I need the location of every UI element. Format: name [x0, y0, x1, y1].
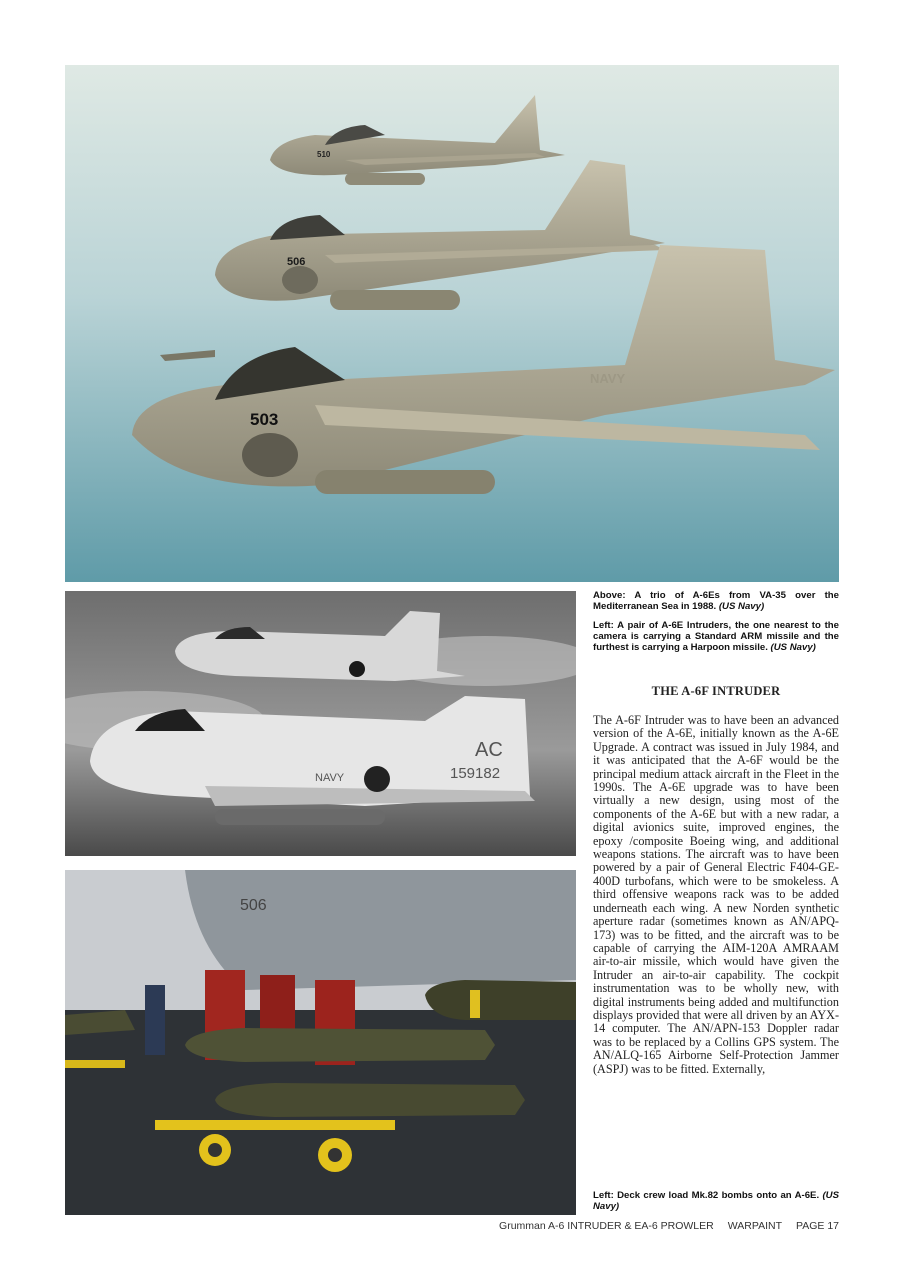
- aircraft-modex-deck: 506: [240, 897, 267, 914]
- caption-deck-credit: (US Navy): [593, 1190, 839, 1212]
- aircraft-navy-marking-mono: NAVY: [315, 772, 345, 784]
- photo-pair-a6e: [65, 591, 576, 856]
- page-footer: [499, 1220, 839, 1232]
- caption-pair: [593, 620, 839, 653]
- section-heading: THE A-6F INTRUDER: [651, 684, 781, 698]
- aircraft-serial: 159182: [450, 765, 501, 782]
- caption-trio-credit: (US Navy): [718, 601, 765, 612]
- caption-deck-text: Left: Deck crew load Mk.82 bombs onto an A-6E.: [593, 1190, 820, 1201]
- caption-deck: [593, 1190, 839, 1212]
- aircraft-navy-marking: NAVY: [590, 371, 626, 386]
- footer-page-number: PAGE 17: [796, 1220, 839, 1232]
- caption-pair-credit: (US Navy): [770, 642, 816, 653]
- caption-trio: [593, 590, 839, 612]
- photo-trio-a6e: [65, 65, 839, 582]
- caption-trio-text: Above: A trio of A-6Es from VA-35 over the Mediterranean Sea in 1988.: [593, 590, 839, 612]
- article-body: The A-6F Intruder was to have been an advanced version of the A-6E, initially known as the A-6E Upgrade. A contract was issued in July 1984, and it was anticipated that the A-6F would be the principal medium attack aircraft in the Fleet in the 1990s. The A-6E upgrade was to have been virtually a new design, using most of the components of the A-6E but with a new radar, a digital avionics suite, improved engines, the epoxy /composite Boeing wing, and additional weapons stations. The aircraft was to have been powered by a pair of General Electric F404-GE-400D turbofans, which were to be smokeless. A third offensive weapons rack was to be added underneath each wing. A new Norden synthetic aperture radar (sometimes known as AN/APQ-173) was to be fitted, and the aircraft was to be capable of carrying the AIM-120A AMRAAM air-to-air missile, which would have given the Intruder an air-to-air capability. The cockpit instrumentation was to be wholly new, with digital instruments being added and multifunction displays provided that were all driven by an AYX-14 computer. The AN/APN-153 Doppler radar was to be replaced by a Collins GPS system. The AN/ALQ-165 Airborne Self-Protection Jammer (ASPJ) was to be fitted. Externally,: [593, 713, 839, 1076]
- aircraft-modex-middle: 506: [287, 256, 306, 268]
- photo-deck-crew: [65, 870, 576, 1215]
- footer-title: Grumman A-6 INTRUDER & EA-6 PROWLER: [499, 1220, 714, 1232]
- aircraft-tail-code: AC: [475, 739, 503, 761]
- caption-pair-text: Left: A pair of A-6E Intruders, the one nearest to the camera is carrying a Standard ARM missile and the furthest is carrying a Harpoon missile.: [593, 620, 839, 653]
- aircraft-modex-near: 503: [250, 410, 279, 429]
- aircraft-modex-far: 510: [317, 150, 331, 159]
- footer-series: WARPAINT: [727, 1220, 782, 1232]
